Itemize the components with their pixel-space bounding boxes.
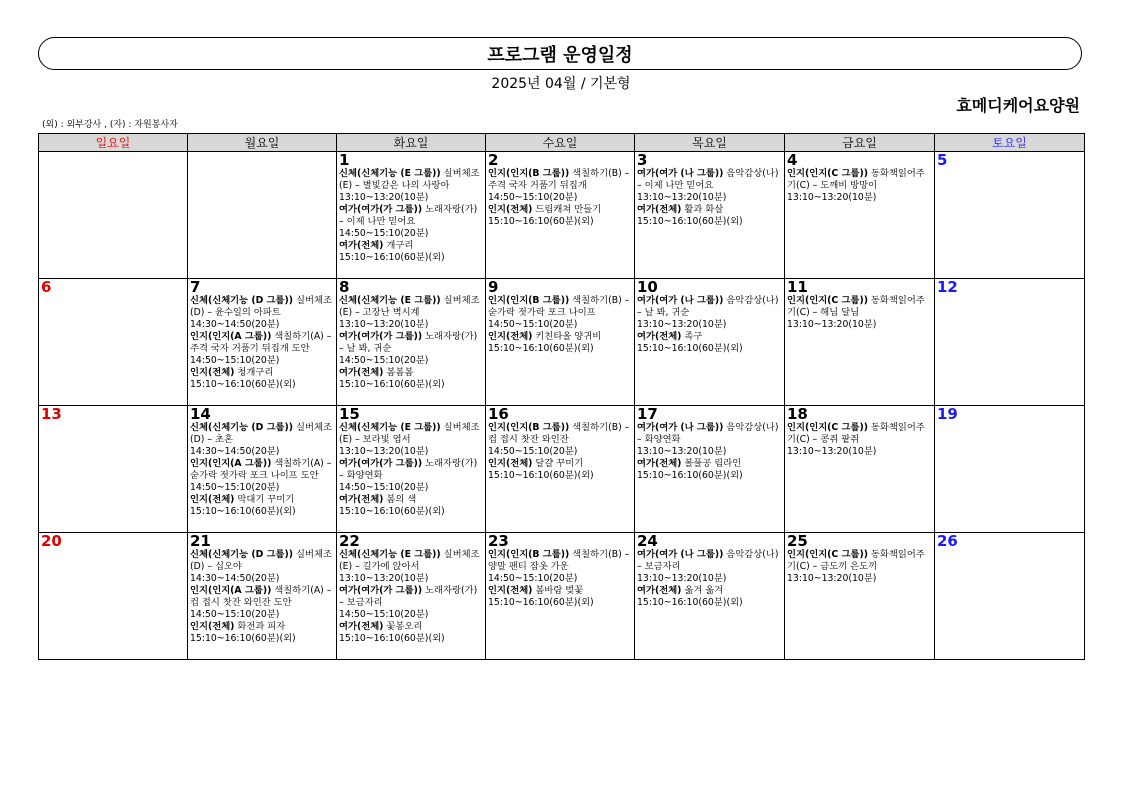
program-time: 13:10~13:20(10분) bbox=[637, 319, 727, 330]
program-time: 13:10~13:20(10분) bbox=[637, 573, 727, 584]
program-time: 15:10~16:10(60분)(외) bbox=[190, 633, 296, 644]
program-name: 여가(전체) bbox=[637, 458, 682, 469]
program-time: 15:10~16:10(60분)(외) bbox=[488, 343, 594, 354]
program-entry bbox=[339, 367, 483, 379]
day-number: 25 bbox=[787, 532, 808, 550]
program-time: 15:10~16:10(60분)(외) bbox=[637, 470, 743, 481]
day-cell bbox=[337, 152, 486, 279]
day-number: 13 bbox=[41, 405, 62, 423]
program-name: 신체(신체기능 (E 그룹)) bbox=[339, 295, 441, 306]
weekday-header-row bbox=[39, 134, 1085, 152]
program-entry bbox=[190, 458, 334, 482]
day-cell bbox=[188, 533, 337, 660]
program-name: 신체(신체기능 (D 그룹)) bbox=[190, 422, 294, 433]
program-name: 인지(전체) bbox=[488, 585, 533, 596]
day-cell bbox=[785, 406, 935, 533]
program-name: 여가(여가 (나 그룹)) bbox=[637, 422, 724, 433]
day-cell bbox=[635, 406, 785, 533]
program-time: 14:30~14:50(20분) bbox=[190, 446, 280, 457]
program-name: 인지(인지(B 그룹)) bbox=[488, 295, 570, 306]
program-time: 13:10~13:20(10분) bbox=[787, 319, 877, 330]
program-description: 화전과 피자 bbox=[234, 621, 286, 632]
program-entry bbox=[488, 549, 632, 573]
program-description: 음악감상(나) – 화양연화 bbox=[637, 422, 779, 445]
program-entry bbox=[637, 585, 782, 597]
program-name: 여가(전체) bbox=[637, 585, 682, 596]
day-number: 23 bbox=[488, 532, 509, 550]
program-name: 여가(전체) bbox=[339, 367, 384, 378]
program-name: 인지(인지(C 그룹)) bbox=[787, 549, 868, 560]
day-number: 26 bbox=[937, 532, 958, 550]
day-cell bbox=[39, 533, 188, 660]
day-cell bbox=[486, 533, 635, 660]
program-description: 색칠하기(B) – 주격 국자 거품기 뒤집개 bbox=[488, 168, 630, 191]
program-entry bbox=[637, 204, 782, 216]
day-number: 17 bbox=[637, 405, 658, 423]
program-entry bbox=[339, 240, 483, 252]
day-number: 4 bbox=[787, 151, 798, 169]
program-entry bbox=[488, 422, 632, 446]
program-name: 신체(신체기능 (E 그룹)) bbox=[339, 422, 441, 433]
program-time: 14:50~15:10(20분) bbox=[339, 228, 429, 239]
program-time: 15:10~16:10(60분)(외) bbox=[339, 506, 445, 517]
program-name: 인지(인지(B 그룹)) bbox=[488, 422, 570, 433]
calendar-table bbox=[38, 133, 1085, 660]
program-description: 색칠하기(B) – 컵 접시 찻잔 와인잔 bbox=[488, 422, 630, 445]
day-number: 20 bbox=[41, 532, 62, 550]
program-time: 13:10~13:20(10분) bbox=[339, 573, 429, 584]
program-entry bbox=[339, 621, 483, 633]
program-entry bbox=[637, 168, 782, 192]
program-time: 15:10~16:10(60분)(외) bbox=[488, 216, 594, 227]
program-description: 꽃봉오리 bbox=[383, 621, 423, 632]
day-cell bbox=[39, 406, 188, 533]
program-description: 개구리 bbox=[383, 240, 414, 251]
program-description: 동화책읽어주기(C) – 콩쥐 팥쥐 bbox=[787, 422, 925, 445]
program-time: 14:30~14:50(20분) bbox=[190, 573, 280, 584]
program-description: 음악감상(나) – 보금자리 bbox=[637, 549, 779, 572]
weekday-header: 목요일 bbox=[635, 134, 785, 152]
program-description: 족구 bbox=[681, 331, 703, 342]
program-entry bbox=[488, 458, 632, 470]
weekday-header: 토요일 bbox=[935, 134, 1085, 152]
day-cell bbox=[188, 279, 337, 406]
program-entry bbox=[637, 422, 782, 446]
program-description: 볼풀공 림라인 bbox=[681, 458, 742, 469]
day-cell bbox=[486, 279, 635, 406]
program-name: 인지(인지(B 그룹)) bbox=[488, 549, 570, 560]
program-time: 14:50~15:10(20분) bbox=[190, 482, 280, 493]
program-entry bbox=[488, 204, 632, 216]
day-cell bbox=[935, 533, 1085, 660]
program-name: 여가(여가(가 그룹)) bbox=[339, 458, 423, 469]
day-cell bbox=[935, 279, 1085, 406]
day-cell bbox=[188, 406, 337, 533]
program-time: 14:50~15:10(20분) bbox=[488, 319, 578, 330]
day-cell bbox=[337, 279, 486, 406]
program-entry bbox=[787, 549, 932, 573]
program-description: 노래자랑(가) – 보금자리 bbox=[339, 585, 478, 608]
day-cell bbox=[486, 152, 635, 279]
program-name: 여가(여가 (나 그룹)) bbox=[637, 549, 724, 560]
day-cell bbox=[635, 152, 785, 279]
program-description: 드림캐쳐 만들기 bbox=[532, 204, 602, 215]
day-number: 3 bbox=[637, 151, 648, 169]
program-name: 인지(인지(C 그룹)) bbox=[787, 168, 868, 179]
day-number: 1 bbox=[339, 151, 350, 169]
day-cell bbox=[785, 152, 935, 279]
program-name: 여가(전체) bbox=[637, 204, 682, 215]
program-description: 실버체조(E) – 길가에 앉아서 bbox=[339, 549, 480, 572]
program-description: 실버체조(D) – 초혼 bbox=[190, 422, 332, 445]
program-description: 색칠하기(A) – 주격 국자 거품기 뒤집개 도안 bbox=[190, 331, 332, 354]
program-description: 색칠하기(B) – 숟가락 젓가락 포크 나이프 bbox=[488, 295, 630, 318]
day-number: 19 bbox=[937, 405, 958, 423]
program-time: 15:10~16:10(60분)(외) bbox=[339, 379, 445, 390]
program-time: 14:50~15:10(20분) bbox=[488, 192, 578, 203]
day-cell bbox=[188, 152, 337, 279]
page-title: 프로그램 운영일정 bbox=[487, 44, 633, 66]
program-time: 15:10~16:10(60분)(외) bbox=[637, 597, 743, 608]
day-cell bbox=[785, 279, 935, 406]
program-name: 여가(전체) bbox=[339, 621, 384, 632]
program-time: 15:10~16:10(60분)(외) bbox=[637, 216, 743, 227]
program-name: 인지(인지(C 그룹)) bbox=[787, 295, 868, 306]
week-row bbox=[39, 279, 1085, 406]
day-number: 24 bbox=[637, 532, 658, 550]
program-description: 색칠하기(A) – 숟가락 젓가락 포크 나이프 도안 bbox=[190, 458, 332, 481]
program-entry bbox=[190, 331, 334, 355]
program-time: 15:10~16:10(60분)(외) bbox=[190, 379, 296, 390]
program-entry bbox=[637, 295, 782, 319]
day-number: 21 bbox=[190, 532, 211, 550]
program-description: 청개구리 bbox=[234, 367, 274, 378]
program-name: 인지(인지(B 그룹)) bbox=[488, 168, 570, 179]
day-cell bbox=[935, 152, 1085, 279]
program-time: 14:50~15:10(20분) bbox=[339, 482, 429, 493]
program-time: 13:10~13:20(10분) bbox=[637, 192, 727, 203]
calendar-body bbox=[39, 152, 1085, 660]
program-time: 13:10~13:20(10분) bbox=[637, 446, 727, 457]
program-description: 옮겨 옮겨 bbox=[681, 585, 724, 596]
program-name: 인지(인지(A 그룹)) bbox=[190, 331, 272, 342]
program-name: 여가(여가(가 그룹)) bbox=[339, 331, 423, 342]
program-name: 여가(여가 (나 그룹)) bbox=[637, 168, 724, 179]
program-entry bbox=[339, 204, 483, 228]
day-number: 6 bbox=[41, 278, 52, 296]
program-entry bbox=[488, 168, 632, 192]
program-time: 14:50~15:10(20분) bbox=[488, 446, 578, 457]
day-cell bbox=[337, 533, 486, 660]
day-number: 5 bbox=[937, 151, 948, 169]
day-cell bbox=[337, 406, 486, 533]
program-entry bbox=[787, 295, 932, 319]
day-cell bbox=[635, 533, 785, 660]
program-entry bbox=[339, 331, 483, 355]
program-entry bbox=[190, 585, 334, 609]
day-number: 9 bbox=[488, 278, 499, 296]
program-name: 인지(전체) bbox=[488, 331, 533, 342]
weekday-header: 수요일 bbox=[486, 134, 635, 152]
program-time: 13:10~13:20(10분) bbox=[339, 319, 429, 330]
program-description: 달걀 꾸미기 bbox=[532, 458, 584, 469]
program-entry bbox=[339, 494, 483, 506]
week-row bbox=[39, 152, 1085, 279]
day-cell bbox=[635, 279, 785, 406]
day-number: 14 bbox=[190, 405, 211, 423]
day-number: 2 bbox=[488, 151, 499, 169]
program-name: 여가(여가(가 그룹)) bbox=[339, 585, 423, 596]
program-description: 실버체조(E) – 별빛같은 나의 사랑아 bbox=[339, 168, 480, 191]
program-description: 실버체조(E) – 고장난 벽시계 bbox=[339, 295, 480, 318]
program-description: 활과 화살 bbox=[681, 204, 724, 215]
program-entry bbox=[637, 549, 782, 573]
program-time: 13:10~13:20(10분) bbox=[787, 573, 877, 584]
program-entry bbox=[339, 458, 483, 482]
week-row bbox=[39, 533, 1085, 660]
program-time: 15:10~16:10(60분)(외) bbox=[488, 470, 594, 481]
program-name: 여가(전체) bbox=[339, 494, 384, 505]
day-number: 16 bbox=[488, 405, 509, 423]
program-description: 동화책읽어주기(C) – 해님 달님 bbox=[787, 295, 925, 318]
program-description: 키친타올 양귀비 bbox=[532, 331, 602, 342]
weekday-header: 월요일 bbox=[188, 134, 337, 152]
day-cell bbox=[785, 533, 935, 660]
program-description: 동화책읽어주기(C) – 도깨비 방망이 bbox=[787, 168, 925, 191]
program-time: 14:50~15:10(20분) bbox=[339, 355, 429, 366]
program-name: 인지(인지(C 그룹)) bbox=[787, 422, 868, 433]
program-time: 13:10~13:20(10분) bbox=[339, 446, 429, 457]
day-number: 10 bbox=[637, 278, 658, 296]
program-name: 여가(여가(가 그룹)) bbox=[339, 204, 423, 215]
program-description: 봄의 색 bbox=[383, 494, 417, 505]
program-name: 여가(전체) bbox=[637, 331, 682, 342]
program-description: 실버체조(D) – 윤수일의 아파트 bbox=[190, 295, 332, 318]
day-number: 22 bbox=[339, 532, 360, 550]
day-number: 15 bbox=[339, 405, 360, 423]
program-time: 15:10~16:10(60분)(외) bbox=[637, 343, 743, 354]
program-entry bbox=[190, 549, 334, 573]
organization-name: 효메디케어요양원 bbox=[956, 96, 1080, 115]
program-description: 실버체조(D) – 십오야 bbox=[190, 549, 332, 572]
day-cell bbox=[486, 406, 635, 533]
program-entry bbox=[488, 295, 632, 319]
program-entry bbox=[190, 494, 334, 506]
program-entry bbox=[190, 295, 334, 319]
program-name: 인지(전체) bbox=[190, 494, 235, 505]
program-name: 신체(신체기능 (E 그룹)) bbox=[339, 168, 441, 179]
program-entry bbox=[637, 331, 782, 343]
day-number: 18 bbox=[787, 405, 808, 423]
week-row bbox=[39, 406, 1085, 533]
program-description: 동화책읽어주기(C) – 금도끼 은도끼 bbox=[787, 549, 925, 572]
program-name: 인지(전체) bbox=[488, 458, 533, 469]
program-time: 15:10~16:10(60분)(외) bbox=[339, 633, 445, 644]
day-cell bbox=[935, 406, 1085, 533]
program-time: 15:10~16:10(60분)(외) bbox=[339, 252, 445, 263]
program-name: 인지(인지(A 그룹)) bbox=[190, 458, 272, 469]
program-description: 음악감상(나) – 날 봐, 귀순 bbox=[637, 295, 779, 318]
program-entry bbox=[190, 422, 334, 446]
program-name: 인지(전체) bbox=[190, 367, 235, 378]
program-entry bbox=[637, 458, 782, 470]
program-description: 노래자랑(가) – 날 봐, 귀순 bbox=[339, 331, 478, 354]
program-description: 막대기 꾸미기 bbox=[234, 494, 295, 505]
program-entry bbox=[787, 168, 932, 192]
program-time: 14:50~15:10(20분) bbox=[339, 609, 429, 620]
program-description: 노래자랑(가) – 이제 나만 믿어요 bbox=[339, 204, 478, 227]
program-time: 14:50~15:10(20분) bbox=[190, 355, 280, 366]
program-entry bbox=[339, 549, 483, 573]
program-time: 15:10~16:10(60분)(외) bbox=[190, 506, 296, 517]
program-description: 실버체조(E) – 보라빛 엽서 bbox=[339, 422, 480, 445]
weekday-header: 금요일 bbox=[785, 134, 935, 152]
program-description: 노래자랑(가) – 화양연화 bbox=[339, 458, 478, 481]
program-time: 13:10~13:20(10분) bbox=[787, 446, 877, 457]
day-cell bbox=[39, 279, 188, 406]
program-name: 신체(신체기능 (D 그룹)) bbox=[190, 295, 294, 306]
program-name: 신체(신체기능 (D 그룹)) bbox=[190, 549, 294, 560]
program-name: 인지(전체) bbox=[190, 621, 235, 632]
program-name: 여가(전체) bbox=[339, 240, 384, 251]
legend: (외) : 외부강사 , (자) : 자원봉사자 bbox=[42, 120, 178, 130]
page-subtitle: 2025년 04월 / 기본형 bbox=[491, 76, 631, 92]
day-cell bbox=[39, 152, 188, 279]
program-entry bbox=[190, 367, 334, 379]
program-description: 음악감상(나) – 이제 나만 믿어요 bbox=[637, 168, 779, 191]
program-entry bbox=[339, 585, 483, 609]
program-description: 색칠하기(A) – 컵 접시 찻잔 와인잔 도안 bbox=[190, 585, 332, 608]
day-number: 7 bbox=[190, 278, 201, 296]
day-number: 12 bbox=[937, 278, 958, 296]
program-entry bbox=[339, 422, 483, 446]
program-entry bbox=[190, 621, 334, 633]
program-time: 13:10~13:20(10분) bbox=[787, 192, 877, 203]
day-number: 8 bbox=[339, 278, 350, 296]
program-name: 여가(여가 (나 그룹)) bbox=[637, 295, 724, 306]
program-description: 봄바람 벚꽃 bbox=[532, 585, 584, 596]
program-time: 13:10~13:20(10분) bbox=[339, 192, 429, 203]
day-number: 11 bbox=[787, 278, 808, 296]
program-name: 인지(인지(A 그룹)) bbox=[190, 585, 272, 596]
weekday-header: 일요일 bbox=[39, 134, 188, 152]
program-name: 신체(신체기능 (E 그룹)) bbox=[339, 549, 441, 560]
program-name: 인지(전체) bbox=[488, 204, 533, 215]
title-box bbox=[38, 37, 1082, 70]
program-entry bbox=[488, 585, 632, 597]
program-entry bbox=[339, 168, 483, 192]
program-entry bbox=[339, 295, 483, 319]
program-description: 색칠하기(B) – 양말 팬티 잠옷 가운 bbox=[488, 549, 630, 572]
program-entry bbox=[787, 422, 932, 446]
program-entry bbox=[488, 331, 632, 343]
program-time: 14:50~15:10(20분) bbox=[488, 573, 578, 584]
weekday-header: 화요일 bbox=[337, 134, 486, 152]
program-time: 14:50~15:10(20분) bbox=[190, 609, 280, 620]
program-time: 14:30~14:50(20분) bbox=[190, 319, 280, 330]
program-description: 봄봄봄 bbox=[383, 367, 414, 378]
program-time: 15:10~16:10(60분)(외) bbox=[488, 597, 594, 608]
